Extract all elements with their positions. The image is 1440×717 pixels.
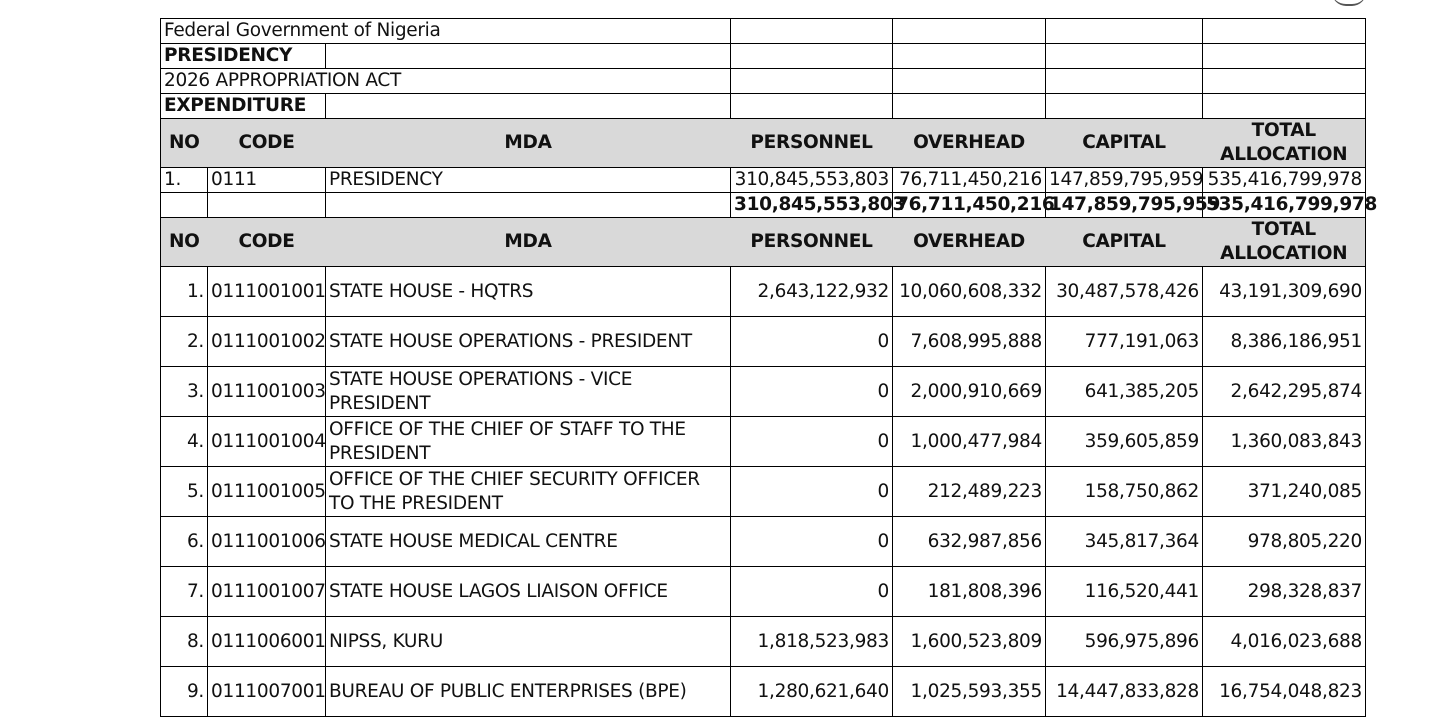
title-row <box>161 19 1366 44</box>
title-row <box>161 44 1366 69</box>
header-code: CODE <box>208 218 326 267</box>
title-presidency: PRESIDENCY <box>161 44 326 69</box>
row-no: 3. <box>161 367 208 417</box>
summary-capital: 147,859,795,959 <box>1046 168 1203 193</box>
row-no: 6. <box>161 517 208 567</box>
row-total: 43,191,309,690 <box>1203 267 1366 317</box>
row-mda: STATE HOUSE OPERATIONS - VICE PRESIDENT <box>326 367 731 417</box>
row-overhead: 212,489,223 <box>893 467 1046 517</box>
title-government: Federal Government of Nigeria <box>161 19 326 44</box>
row-capital: 345,817,364 <box>1046 517 1203 567</box>
row-no: 4. <box>161 417 208 467</box>
header-overhead: OVERHEAD <box>893 119 1046 168</box>
row-total: 8,386,186,951 <box>1203 317 1366 367</box>
header-no: NO <box>161 218 208 267</box>
row-code: 0111001001 <box>208 267 326 317</box>
row-personnel: 2,643,122,932 <box>731 267 893 317</box>
row-no: 2. <box>161 317 208 367</box>
title-row <box>161 69 1366 94</box>
row-capital: 116,520,441 <box>1046 567 1203 617</box>
row-personnel: 0 <box>731 417 893 467</box>
summary-total-row <box>161 193 1366 218</box>
header-mda: MDA <box>326 119 731 168</box>
header-total: TOTAL ALLOCATION <box>1203 119 1366 168</box>
row-total: 978,805,220 <box>1203 517 1366 567</box>
row-capital: 14,447,833,828 <box>1046 667 1203 717</box>
row-personnel: 0 <box>731 567 893 617</box>
header-personnel: PERSONNEL <box>731 218 893 267</box>
table-row <box>161 567 1366 617</box>
row-total: 2,642,295,874 <box>1203 367 1366 417</box>
page-corner-mark <box>1332 0 1366 6</box>
title-row <box>161 94 1366 119</box>
table-row <box>161 367 1366 417</box>
appropriation-table <box>160 18 1378 717</box>
row-mda: STATE HOUSE LAGOS LIAISON OFFICE <box>326 567 731 617</box>
row-no: 7. <box>161 567 208 617</box>
row-mda: STATE HOUSE - HQTRS <box>326 267 731 317</box>
header-code: CODE <box>208 119 326 168</box>
row-no: 9. <box>161 667 208 717</box>
table-row <box>161 467 1366 517</box>
row-mda: NIPSS, KURU <box>326 617 731 667</box>
summary-no: 1. <box>161 168 208 193</box>
header-mda: MDA <box>326 218 731 267</box>
row-total: 298,328,837 <box>1203 567 1366 617</box>
row-no: 8. <box>161 617 208 667</box>
row-capital: 596,975,896 <box>1046 617 1203 667</box>
header-personnel: PERSONNEL <box>731 119 893 168</box>
header-overhead: OVERHEAD <box>893 218 1046 267</box>
row-mda: BUREAU OF PUBLIC ENTERPRISES (BPE) <box>326 667 731 717</box>
header-row <box>161 218 1366 267</box>
row-code: 0111001007 <box>208 567 326 617</box>
row-code: 0111001004 <box>208 417 326 467</box>
total-allocation: 535,416,799,978 <box>1203 193 1366 218</box>
row-total: 4,016,023,688 <box>1203 617 1366 667</box>
table-row <box>161 317 1366 367</box>
row-personnel: 1,280,621,640 <box>731 667 893 717</box>
row-personnel: 1,818,523,983 <box>731 617 893 667</box>
row-capital: 359,605,859 <box>1046 417 1203 467</box>
row-total: 16,754,048,823 <box>1203 667 1366 717</box>
header-row <box>161 119 1366 168</box>
header-capital: CAPITAL <box>1046 218 1203 267</box>
header-no: NO <box>161 119 208 168</box>
row-personnel: 0 <box>731 517 893 567</box>
total-overhead: 76,711,450,216 <box>893 193 1046 218</box>
row-overhead: 7,608,995,888 <box>893 317 1046 367</box>
row-overhead: 632,987,856 <box>893 517 1046 567</box>
row-personnel: 0 <box>731 467 893 517</box>
row-overhead: 2,000,910,669 <box>893 367 1046 417</box>
row-code: 0111001006 <box>208 517 326 567</box>
row-code: 0111001002 <box>208 317 326 367</box>
table-row <box>161 417 1366 467</box>
table-row <box>161 267 1366 317</box>
row-mda: OFFICE OF THE CHIEF OF STAFF TO THE PRESIDENT <box>326 417 731 467</box>
summary-overhead: 76,711,450,216 <box>893 168 1046 193</box>
row-code: 0111001003 <box>208 367 326 417</box>
row-overhead: 1,600,523,809 <box>893 617 1046 667</box>
row-no: 1. <box>161 267 208 317</box>
row-capital: 30,487,578,426 <box>1046 267 1203 317</box>
header-total: TOTAL ALLOCATION <box>1203 218 1366 267</box>
row-personnel: 0 <box>731 367 893 417</box>
table-row <box>161 617 1366 667</box>
table-row <box>161 517 1366 567</box>
row-mda: STATE HOUSE MEDICAL CENTRE <box>326 517 731 567</box>
summary-personnel: 310,845,553,803 <box>731 168 893 193</box>
row-capital: 158,750,862 <box>1046 467 1203 517</box>
row-capital: 641,385,205 <box>1046 367 1203 417</box>
row-no: 5. <box>161 467 208 517</box>
summary-mda: PRESIDENCY <box>326 168 731 193</box>
row-code: 0111007001 <box>208 667 326 717</box>
row-personnel: 0 <box>731 317 893 367</box>
summary-total: 535,416,799,978 <box>1203 168 1366 193</box>
row-overhead: 1,025,593,355 <box>893 667 1046 717</box>
row-overhead: 1,000,477,984 <box>893 417 1046 467</box>
row-overhead: 10,060,608,332 <box>893 267 1046 317</box>
summary-code: 0111 <box>208 168 326 193</box>
table-row <box>161 667 1366 717</box>
total-capital: 147,859,795,959 <box>1046 193 1203 218</box>
row-code: 0111006001 <box>208 617 326 667</box>
row-mda: STATE HOUSE OPERATIONS - PRESIDENT <box>326 317 731 367</box>
row-mda: OFFICE OF THE CHIEF SECURITY OFFICER TO THE PRESIDENT <box>326 467 731 517</box>
total-personnel: 310,845,553,803 <box>731 193 893 218</box>
row-code: 0111001005 <box>208 467 326 517</box>
header-capital: CAPITAL <box>1046 119 1203 168</box>
row-total: 1,360,083,843 <box>1203 417 1366 467</box>
row-total: 371,240,085 <box>1203 467 1366 517</box>
row-overhead: 181,808,396 <box>893 567 1046 617</box>
summary-row <box>161 168 1366 193</box>
title-expenditure: EXPENDITURE <box>161 94 326 119</box>
title-act: 2026 APPROPRIATION ACT <box>161 69 326 94</box>
row-capital: 777,191,063 <box>1046 317 1203 367</box>
